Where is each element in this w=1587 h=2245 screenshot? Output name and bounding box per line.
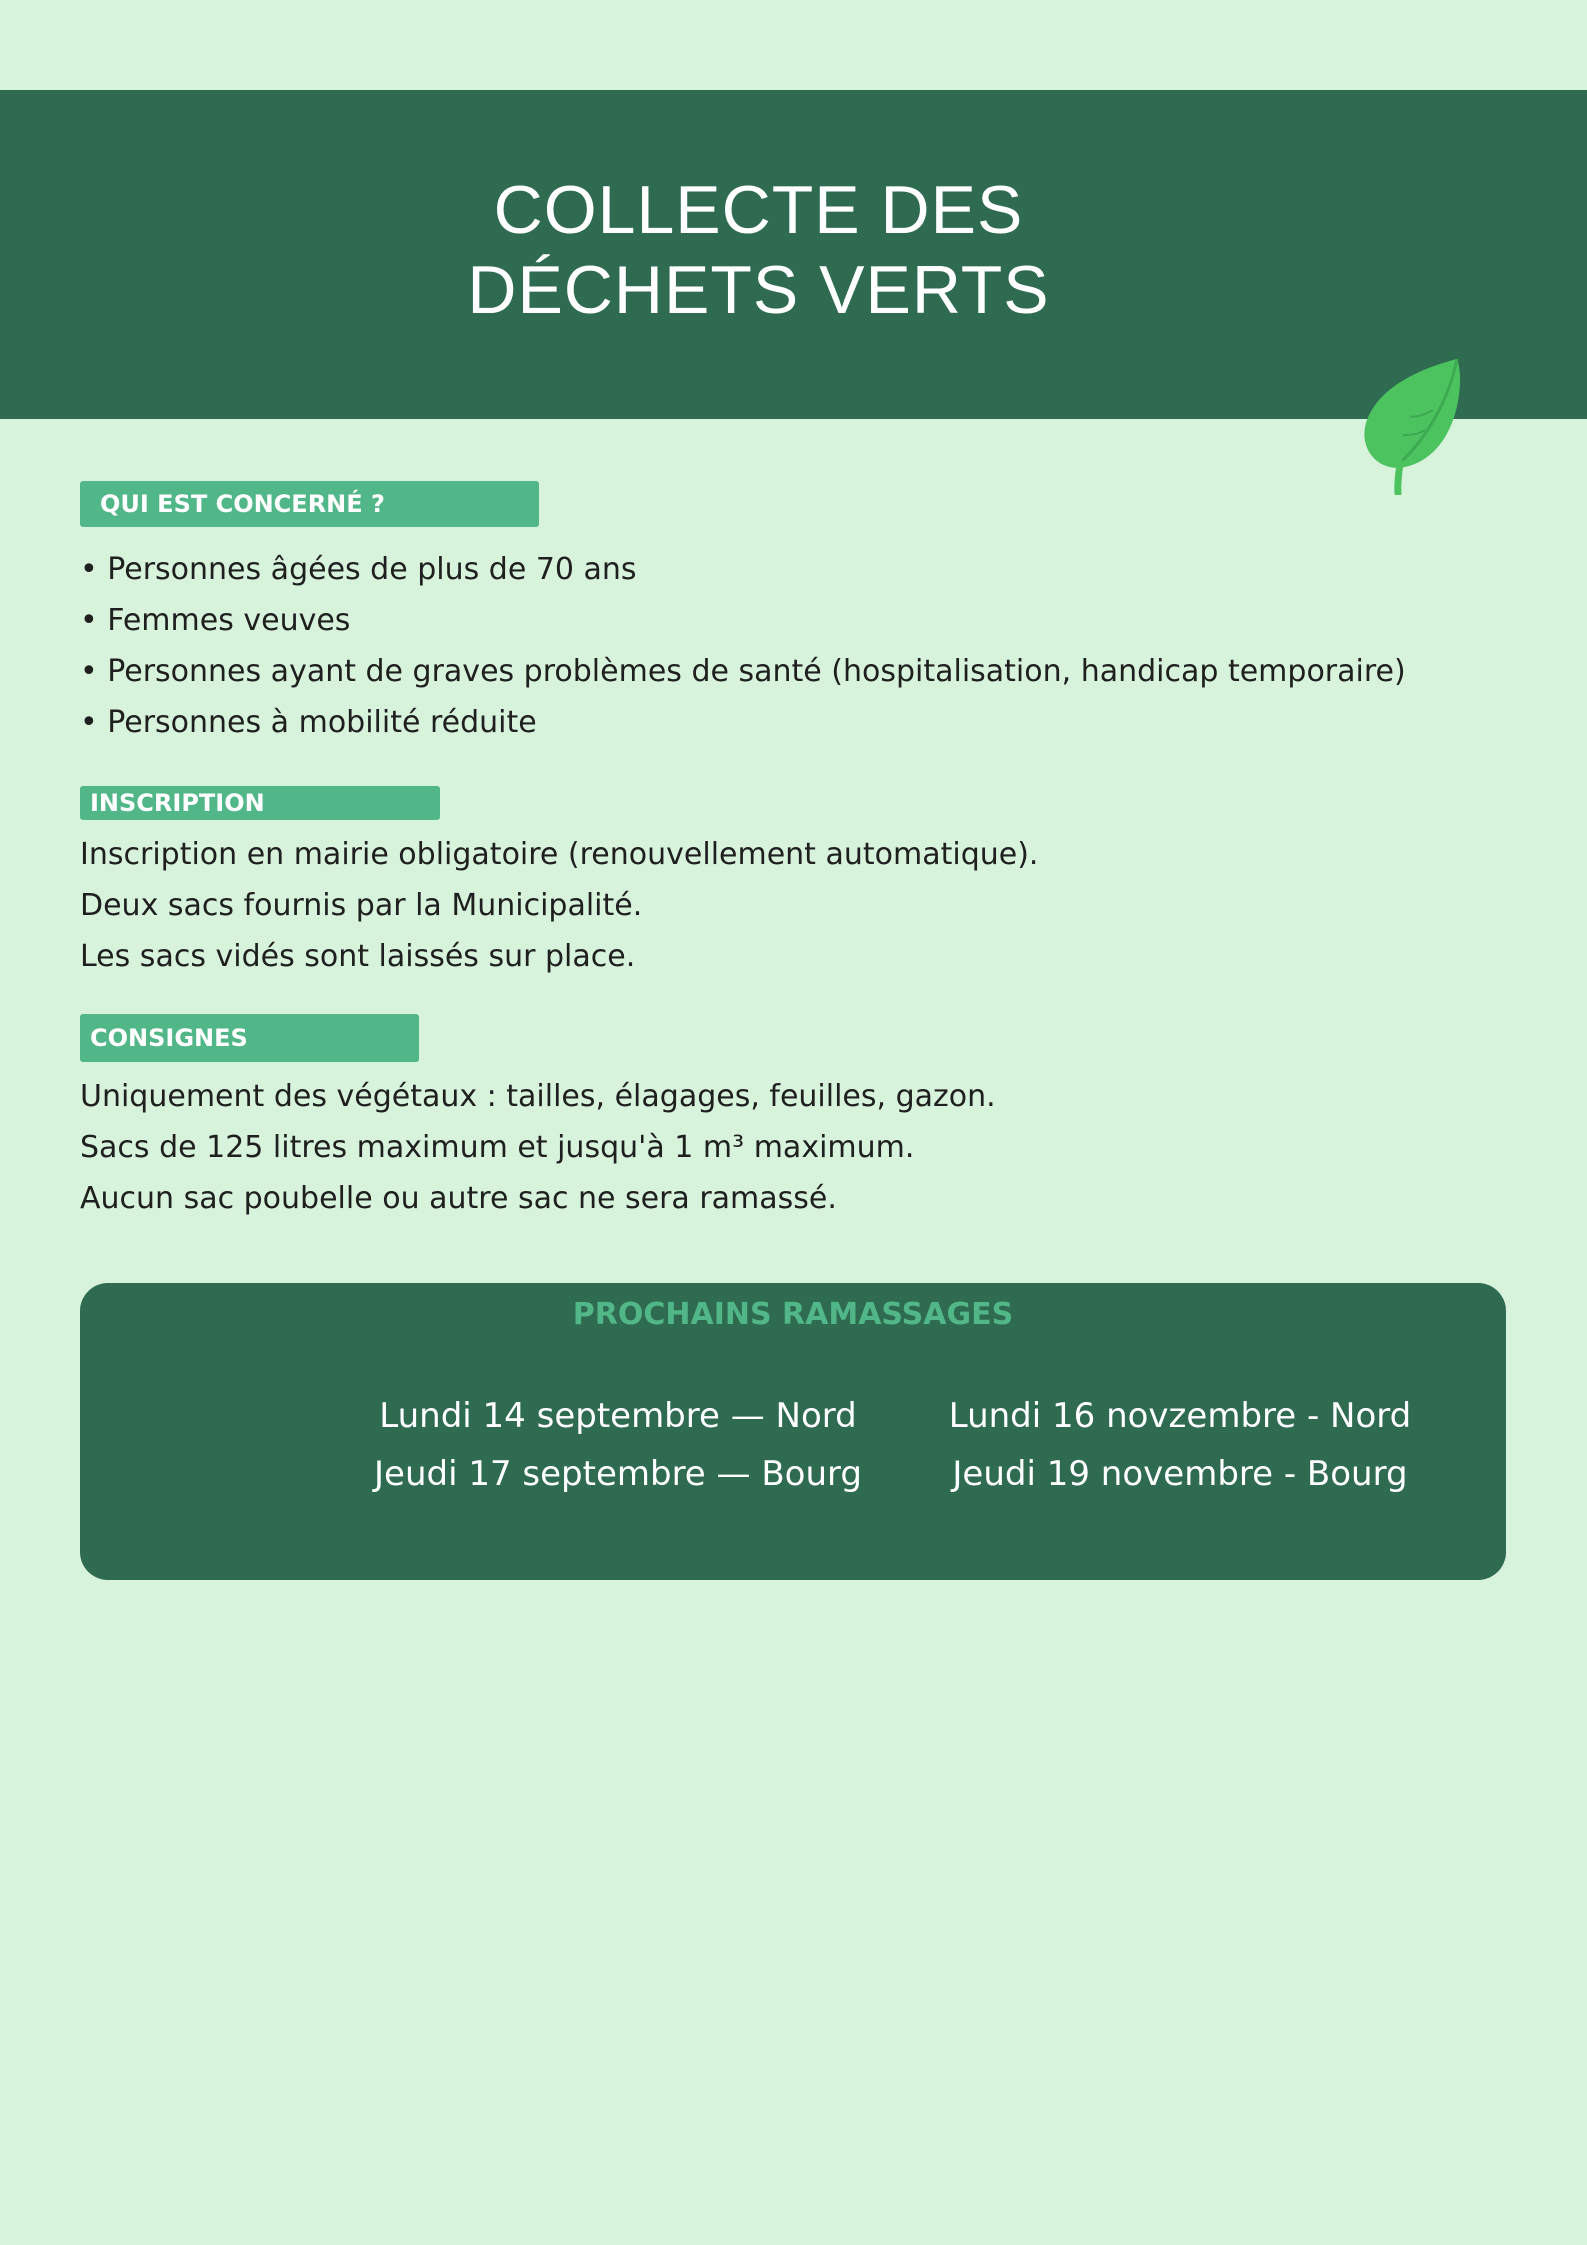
text-line: Deux sacs fournis par la Municipalité. [80,888,643,923]
page-title [0,170,1517,330]
section-label-inscription: INSCRIPTION [80,786,440,820]
page-title-line-1: COLLECTE DES [493,172,1024,248]
schedule-date: Lundi 16 novzembre - Nord [948,1396,1412,1436]
page-title-line-2: DÉCHETS VERTS [467,252,1050,328]
text-line: Sacs de 125 litres maximum et jusqu'à 1 m³ maximum. [80,1130,915,1165]
schedule-date: Lundi 14 septembre — Nord [379,1396,857,1436]
text-line: Les sacs vidés sont laissés sur place. [80,939,636,974]
inscription-text [80,829,1038,982]
schedule-title: PROCHAINS RAMASSAGES [572,1297,1014,1332]
list-item: • Personnes âgées de plus de 70 ans [80,552,637,587]
list-item: • Femmes veuves [80,603,351,638]
text-line: Aucun sac poubelle ou autre sac ne sera ramassé. [80,1181,837,1216]
schedule-date: Jeudi 17 septembre — Bourg [374,1454,862,1494]
leaf-icon [1355,355,1475,495]
consignes-text [80,1071,996,1224]
section-label-concerned: QUI EST CONCERNÉ ? [80,481,539,527]
concerned-list [80,544,1406,748]
text-line: Inscription en mairie obligatoire (renouvellement automatique). [80,837,1039,872]
schedule-box [80,1283,1506,1580]
text-line: Uniquement des végétaux : tailles, élagages, feuilles, gazon. [80,1079,996,1114]
schedule-date: Jeudi 19 novembre - Bourg [952,1454,1408,1494]
schedule-column-right [900,1387,1460,1503]
list-item: • Personnes ayant de graves problèmes de santé (hospitalisation, handicap temporaire) [80,654,1406,689]
schedule-column-left [338,1387,898,1503]
section-label-consignes: CONSIGNES [80,1014,419,1062]
list-item: • Personnes à mobilité réduite [80,705,537,740]
header-banner [0,90,1587,419]
